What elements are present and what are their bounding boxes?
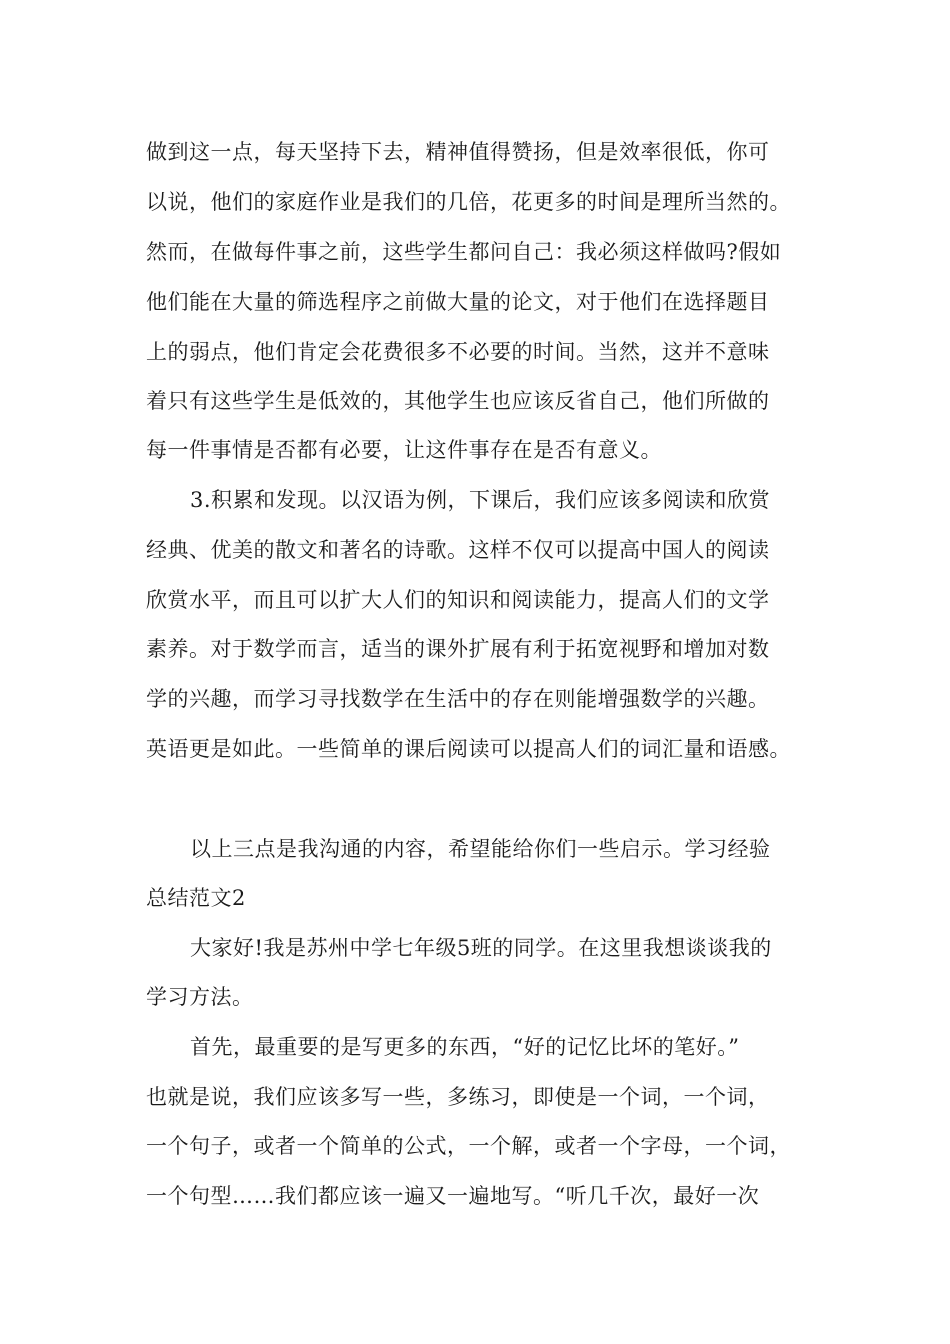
text-line: 大家好!我是苏州中学七年级5班的同学。在这里我想谈谈我的 bbox=[190, 936, 772, 960]
text-line: 着只有这些学生是低效的，其他学生也应该反省自己，他们所做的 bbox=[146, 389, 770, 413]
text-line: 3.积累和发现。以汉语为例，下课后，我们应该多阅读和欣赏 bbox=[190, 488, 771, 512]
text-line: 经典、优美的散文和著名的诗歌。这样不仅可以提高中国人的阅读 bbox=[146, 538, 770, 562]
text-line: 以说，他们的家庭作业是我们的几倍，花更多的时间是理所当然的。 bbox=[146, 190, 791, 214]
text-line: 欣赏水平，而且可以扩大人们的知识和阅读能力，提高人们的文学 bbox=[146, 588, 770, 612]
text-line: 以上三点是我沟通的内容，希望能给你们一些启示。学习经验 bbox=[190, 837, 771, 861]
text-line: 做到这一点，每天坚持下去，精神值得赞扬，但是效率很低，你可 bbox=[146, 140, 770, 164]
text-line: 学习方法。 bbox=[146, 985, 254, 1009]
text-line: 然而，在做每件事之前，这些学生都问自己：我必须这样做吗?假如 bbox=[146, 240, 782, 264]
text-line: 上的弱点，他们肯定会花费很多不必要的时间。当然，这并不意味 bbox=[146, 340, 770, 364]
text-line: 也就是说，我们应该多写一些，多练习，即使是一个词，一个词， bbox=[146, 1085, 770, 1109]
text-line: 首先，最重要的是写更多的东西，“好的记忆比坏的笔好。” bbox=[190, 1035, 740, 1059]
text-line: 总结范文2 bbox=[146, 886, 246, 910]
text-line: 学的兴趣，而学习寻找数学在生活中的存在则能增强数学的兴趣。 bbox=[146, 687, 770, 711]
text-line: 一个句子，或者一个简单的公式，一个解，或者一个字母，一个词， bbox=[146, 1134, 791, 1158]
text-line: 一个句型……我们都应该一遍又一遍地写。“听几千次，最好一次 bbox=[146, 1184, 760, 1208]
text-line: 他们能在大量的筛选程序之前做大量的论文，对于他们在选择题目 bbox=[146, 290, 770, 314]
text-line: 素养。对于数学而言，适当的课外扩展有利于拓宽视野和增加对数 bbox=[146, 637, 770, 661]
text-line: 英语更是如此。一些简单的课后阅读可以提高人们的词汇量和语感。 bbox=[146, 737, 791, 761]
text-line: 每一件事情是否都有必要，让这件事存在是否有意义。 bbox=[146, 438, 662, 462]
